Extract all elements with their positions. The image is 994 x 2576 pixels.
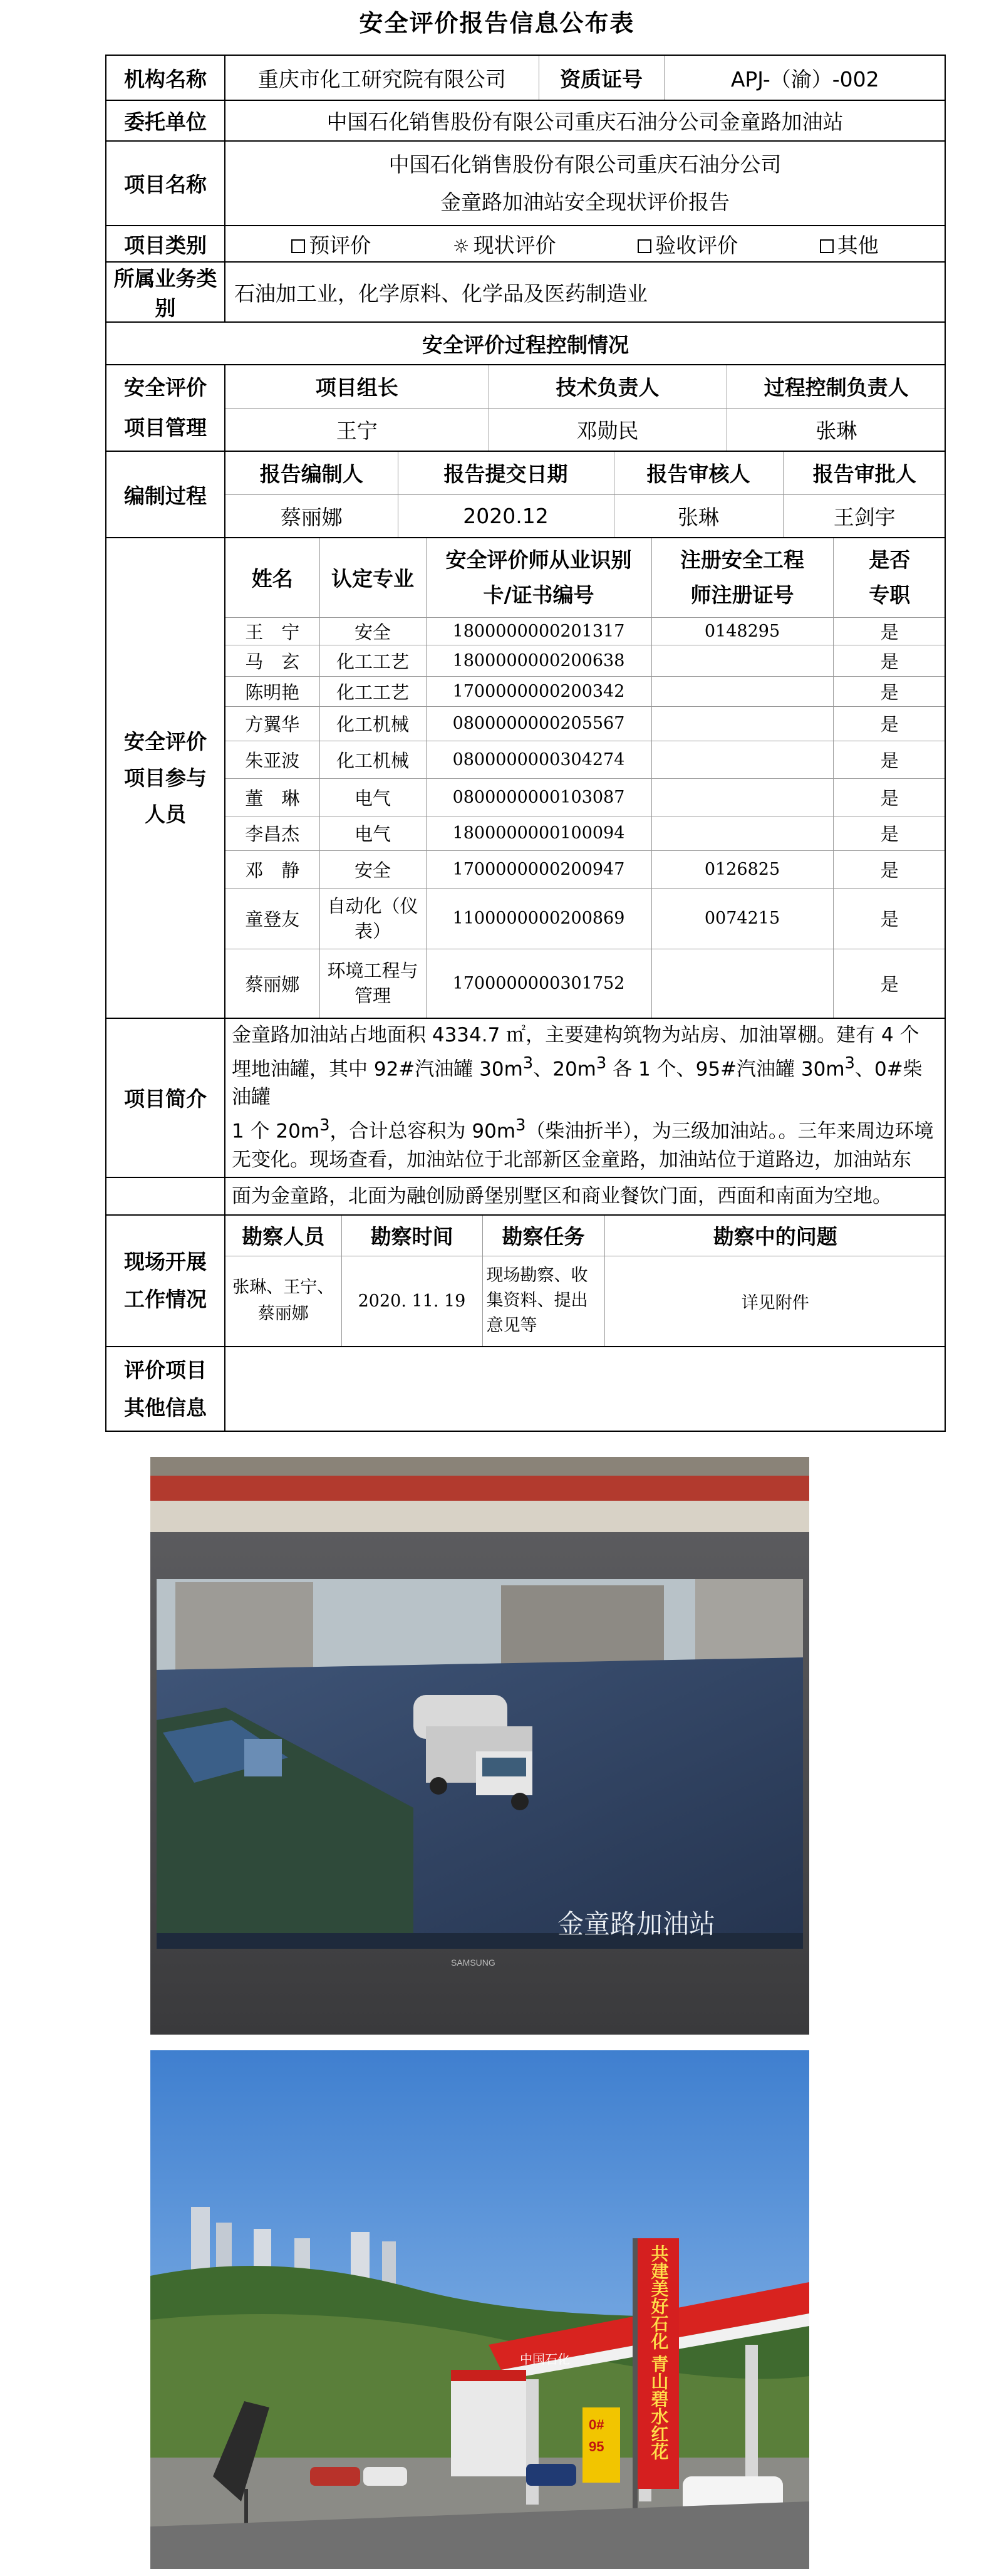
person-major: 安全	[319, 617, 426, 645]
person-fulltime: 是	[833, 888, 945, 949]
org-value: 重庆市化工研究院有限公司	[225, 56, 539, 100]
person-fulltime: 是	[833, 645, 945, 676]
surveyors-line-2: 蔡丽娜	[257, 1304, 309, 1324]
table-row	[225, 888, 945, 949]
project-label: 项目名称	[106, 141, 225, 226]
category-option-pre: 预评价	[291, 229, 371, 259]
intro-line-3: 1 个 $20m^3$，合计总容积为 $90m^3$（柴油折半），为三级加油站。。三年来周边环境	[232, 1116, 934, 1143]
survey-table	[225, 1216, 945, 1346]
head-process-lead: 过程控制负责人	[727, 365, 945, 408]
cert-label: 资质证号	[539, 56, 664, 100]
person-name: 邓 静	[225, 850, 319, 888]
approver: 王剑宇	[783, 494, 945, 537]
person-cert: 1100000000200869	[426, 888, 651, 949]
person-name: 李昌杰	[225, 816, 319, 850]
person-reg	[651, 741, 833, 778]
person-fulltime: 是	[833, 706, 945, 741]
category-label: 项目类别	[106, 226, 225, 262]
person-fulltime: 是	[833, 617, 945, 645]
personnel-table	[225, 538, 945, 1018]
person-fulltime: 是	[833, 850, 945, 888]
info-table-continued	[105, 1177, 946, 1432]
survey-label-2: 工作情况	[124, 1287, 207, 1311]
price-label-2: 95	[589, 2439, 604, 2454]
table-row	[225, 645, 945, 676]
person-reg	[651, 645, 833, 676]
person-cert: 0800000000103087	[426, 778, 651, 816]
task-line-2: 集资料、提出	[486, 1291, 588, 1311]
station-photo-graphic	[150, 2050, 809, 2569]
photo-cctv-monitor	[150, 1457, 809, 2035]
head-reg-2: 师注册证号	[690, 582, 794, 607]
project-leader: 王宁	[225, 408, 489, 451]
table-row	[225, 816, 945, 850]
intro-continued: 面为金童路，北面为融创励爵堡别墅区和商业餐饮门面，西面和南面为空地。	[225, 1177, 945, 1215]
other-value	[225, 1347, 945, 1431]
org-label: 机构名称	[106, 55, 225, 100]
personnel-label-3: 人员	[145, 801, 186, 827]
person-cert: 1700000000301752	[426, 949, 651, 1018]
person-reg	[651, 676, 833, 706]
person-major: 化工工艺	[319, 645, 426, 676]
head-project-leader: 项目组长	[225, 365, 489, 408]
client-label: 委托单位	[106, 100, 225, 141]
compiler: 蔡丽娜	[225, 494, 398, 537]
intro-line-1: 金童路加油站占地面积 4334.7 ㎡，主要建构筑物为站房、加油罩棚。建有 4 个	[232, 1024, 919, 1046]
intro-line-4: 无变化。现场查看，加油站位于北部新区金童路，加油站位于道路边，加油站东	[232, 1148, 911, 1171]
person-fulltime: 是	[833, 949, 945, 1018]
person-reg	[651, 816, 833, 850]
canopy-brand-text: 中国石化	[520, 2353, 570, 2367]
person-cert: 0800000000304274	[426, 741, 651, 778]
info-table	[105, 55, 946, 1178]
banner-text: 共建美好石化 青山碧水红花	[649, 2245, 669, 2460]
cert-value: APJ-（渝）-002	[664, 56, 945, 100]
person-major: 化工工艺	[319, 676, 426, 706]
sun-check-icon: ☼	[452, 235, 470, 258]
cctv-photo-graphic	[150, 1457, 809, 2035]
head-approver: 报告审批人	[783, 452, 945, 494]
person-name: 陈明艳	[225, 676, 319, 706]
person-fulltime: 是	[833, 816, 945, 850]
task-line-1: 现场勘察、收	[486, 1266, 588, 1286]
mgmt-label-1: 安全评价	[124, 375, 207, 400]
checkbox-icon	[638, 239, 651, 253]
personnel-label-2: 项目参与	[124, 765, 207, 790]
head-cert-2: 卡/证书编号	[483, 582, 594, 607]
photo-station-exterior	[150, 2050, 809, 2569]
checkbox-icon	[820, 239, 834, 253]
category-option-current: ☼ 现状评价	[452, 232, 556, 258]
survey-date: 2020. 11. 19	[341, 1256, 482, 1346]
person-reg	[651, 949, 833, 1018]
category-option-acceptance: 验收评价	[638, 229, 738, 259]
person-cert: 0800000000205567	[426, 706, 651, 741]
other-label-1: 评价项目	[124, 1357, 207, 1382]
head-name: 姓名	[225, 538, 319, 617]
compile-label: 编制过程	[106, 451, 225, 538]
person-fulltime: 是	[833, 741, 945, 778]
head-full-2: 专职	[869, 582, 911, 607]
head-cert-1: 安全评价师从业识别	[445, 547, 632, 572]
head-full-1: 是否	[869, 547, 911, 572]
survey-issue: 详见附件	[604, 1256, 945, 1346]
checkbox-icon	[291, 239, 305, 253]
business-value: 石油加工业，化学原料、化学品及医药制造业	[225, 262, 945, 322]
reviewer: 张琳	[614, 494, 783, 537]
process-lead: 张琳	[727, 408, 945, 451]
head-reviewer: 报告审核人	[614, 452, 783, 494]
head-survey-date: 勘察时间	[341, 1216, 482, 1256]
price-label-1: 0#	[589, 2417, 604, 2433]
person-reg	[651, 706, 833, 741]
tech-lead: 邓勋民	[489, 408, 727, 451]
person-reg: 0126825	[651, 850, 833, 888]
category-option-other: 其他	[820, 229, 879, 259]
person-reg	[651, 778, 833, 816]
table-row	[225, 850, 945, 888]
person-major: 环境工程与管理	[319, 949, 426, 1018]
person-cert: 1800000000100094	[426, 816, 651, 850]
person-major: 化工机械	[319, 741, 426, 778]
head-compiler: 报告编制人	[225, 452, 398, 494]
head-submit-date: 报告提交日期	[398, 452, 614, 494]
person-cert: 1700000000200947	[426, 850, 651, 888]
head-surveyors: 勘察人员	[225, 1216, 341, 1256]
head-tech-lead: 技术负责人	[489, 365, 727, 408]
person-name: 童登友	[225, 888, 319, 949]
person-name: 朱亚波	[225, 741, 319, 778]
head-survey-issue: 勘察中的问题	[604, 1216, 945, 1256]
person-name: 马 玄	[225, 645, 319, 676]
project-name-line-2: 金童路加油站安全现状评价报告	[440, 189, 730, 214]
price-sign	[582, 2407, 620, 2483]
person-major: 电气	[319, 816, 426, 850]
page-title: 安全评价报告信息公布表	[359, 9, 635, 37]
head-survey-task: 勘察任务	[482, 1216, 604, 1256]
table-row	[225, 706, 945, 741]
other-label-2: 其他信息	[124, 1395, 207, 1420]
station-building	[451, 2370, 526, 2476]
person-cert: 1700000000200342	[426, 676, 651, 706]
project-name-line-1: 中国石化销售股份有限公司重庆石油分公司	[388, 152, 782, 177]
head-major: 认定专业	[319, 538, 426, 617]
person-name: 王 宁	[225, 617, 319, 645]
table-row	[225, 741, 945, 778]
person-reg: 0074215	[651, 888, 833, 949]
person-major: 化工机械	[319, 706, 426, 741]
surveyors-line-1: 张琳、王宁、	[232, 1278, 334, 1298]
person-fulltime: 是	[833, 778, 945, 816]
survey-label-1: 现场开展	[124, 1249, 207, 1274]
business-label: 所属业务类别	[106, 262, 225, 322]
intro-line-2: 埋地油罐，其中 92#汽油罐 $30m^3$、$20m^3$ 各 1 个、95#汽油罐 $30m^3$、0#柴油罐	[232, 1054, 923, 1109]
monitor-brand: SAMSUNG	[451, 1958, 495, 1968]
submit-date: 2020.12	[398, 494, 614, 537]
intro-text	[225, 1018, 945, 1177]
person-name: 董 琳	[225, 778, 319, 816]
person-major: 安全	[319, 850, 426, 888]
person-cert: 1800000000201317	[426, 617, 651, 645]
cctv-caption: 金童路加油站	[557, 1909, 716, 1939]
table-row	[225, 676, 945, 706]
client-value: 中国石化销售股份有限公司重庆石油分公司金童路加油站	[225, 100, 945, 141]
mgmt-label-2: 项目管理	[124, 415, 207, 440]
task-line-3: 意见等	[486, 1316, 537, 1336]
table-row	[225, 949, 945, 1018]
head-reg-1: 注册安全工程	[680, 547, 804, 572]
process-section-title: 安全评价过程控制情况	[106, 322, 945, 365]
person-major: 自动化（仪表）	[319, 888, 426, 949]
intro-label: 项目简介	[106, 1018, 225, 1177]
person-name: 蔡丽娜	[225, 949, 319, 1018]
table-row	[225, 617, 945, 645]
table-row	[225, 778, 945, 816]
person-fulltime: 是	[833, 676, 945, 706]
person-reg: 0148295	[651, 617, 833, 645]
personnel-label-1: 安全评价	[124, 729, 207, 754]
person-cert: 1800000000200638	[426, 645, 651, 676]
person-major: 电气	[319, 778, 426, 816]
person-name: 方翼华	[225, 706, 319, 741]
